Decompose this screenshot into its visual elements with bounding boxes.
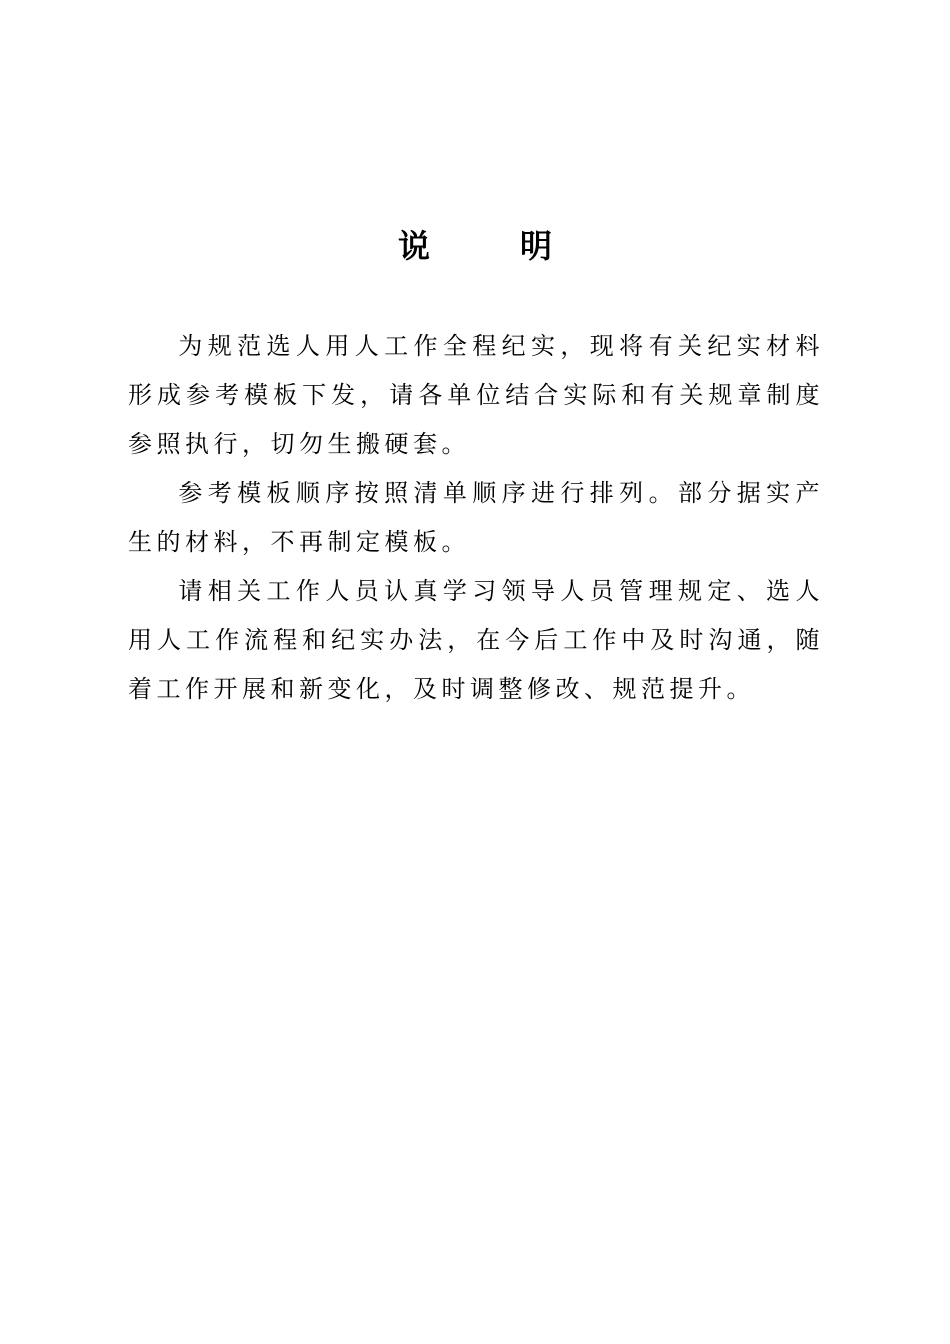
title-char-1: 说	[397, 227, 430, 265]
paragraph-3: 请相关工作人员认真学习领导人员管理规定、选人用人工作流程和纪实办法，在今后工作中及时沟通，随着工作开展和新变化，及时调整修改、规范提升。	[128, 577, 824, 703]
page-title	[0, 222, 950, 270]
title-char-2: 明	[520, 227, 553, 265]
paragraph-2: 参考模板顺序按照清单顺序进行排列。部分据实产生的材料，不再制定模板。	[128, 479, 824, 556]
document-body	[128, 322, 824, 714]
paragraph-1: 为规范选人用人工作全程纪实，现将有关纪实材料形成参考模板下发，请各单位结合实际和有关规章制度参照执行，切勿生搬硬套。	[128, 332, 824, 458]
